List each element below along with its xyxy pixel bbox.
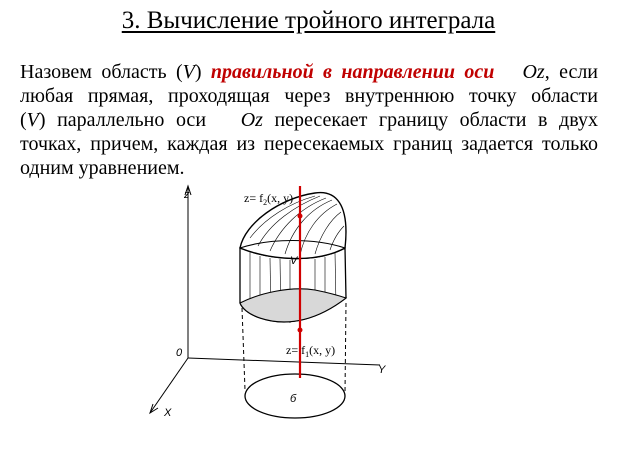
y-axis-label: Y [378, 364, 386, 376]
origin-label: 0 [176, 347, 183, 359]
bottom-surface-label: $z= f_1(x$, y) [286, 343, 336, 359]
slide-title: 3. Вычисление тройного интеграла [121, 7, 496, 34]
z-axis-label: z [184, 189, 190, 201]
y-axis [188, 358, 380, 365]
x-axis [150, 358, 188, 413]
top-surface-label: $z= f_2(x$, y) [244, 191, 294, 207]
region-label: V [290, 255, 298, 267]
figure-svg [140, 168, 400, 458]
x-axis-label: X [164, 407, 172, 419]
bottom-intersection-point [298, 328, 303, 333]
highlight-term: правильной в направлении оси [210, 61, 495, 83]
top-intersection-point [298, 214, 303, 219]
projection-label: б [290, 393, 297, 405]
definition-paragraph: Назовем область (V) правильной в направлении оси Oz, если любая прямая, проходящая через внутреннюю точку области (V) параллельно оси Oz пересекает границу области в двух точках, причем, каждая из пересекаемых границ задается только одним уравнением. [20, 61, 599, 179]
region-figure [140, 168, 400, 458]
